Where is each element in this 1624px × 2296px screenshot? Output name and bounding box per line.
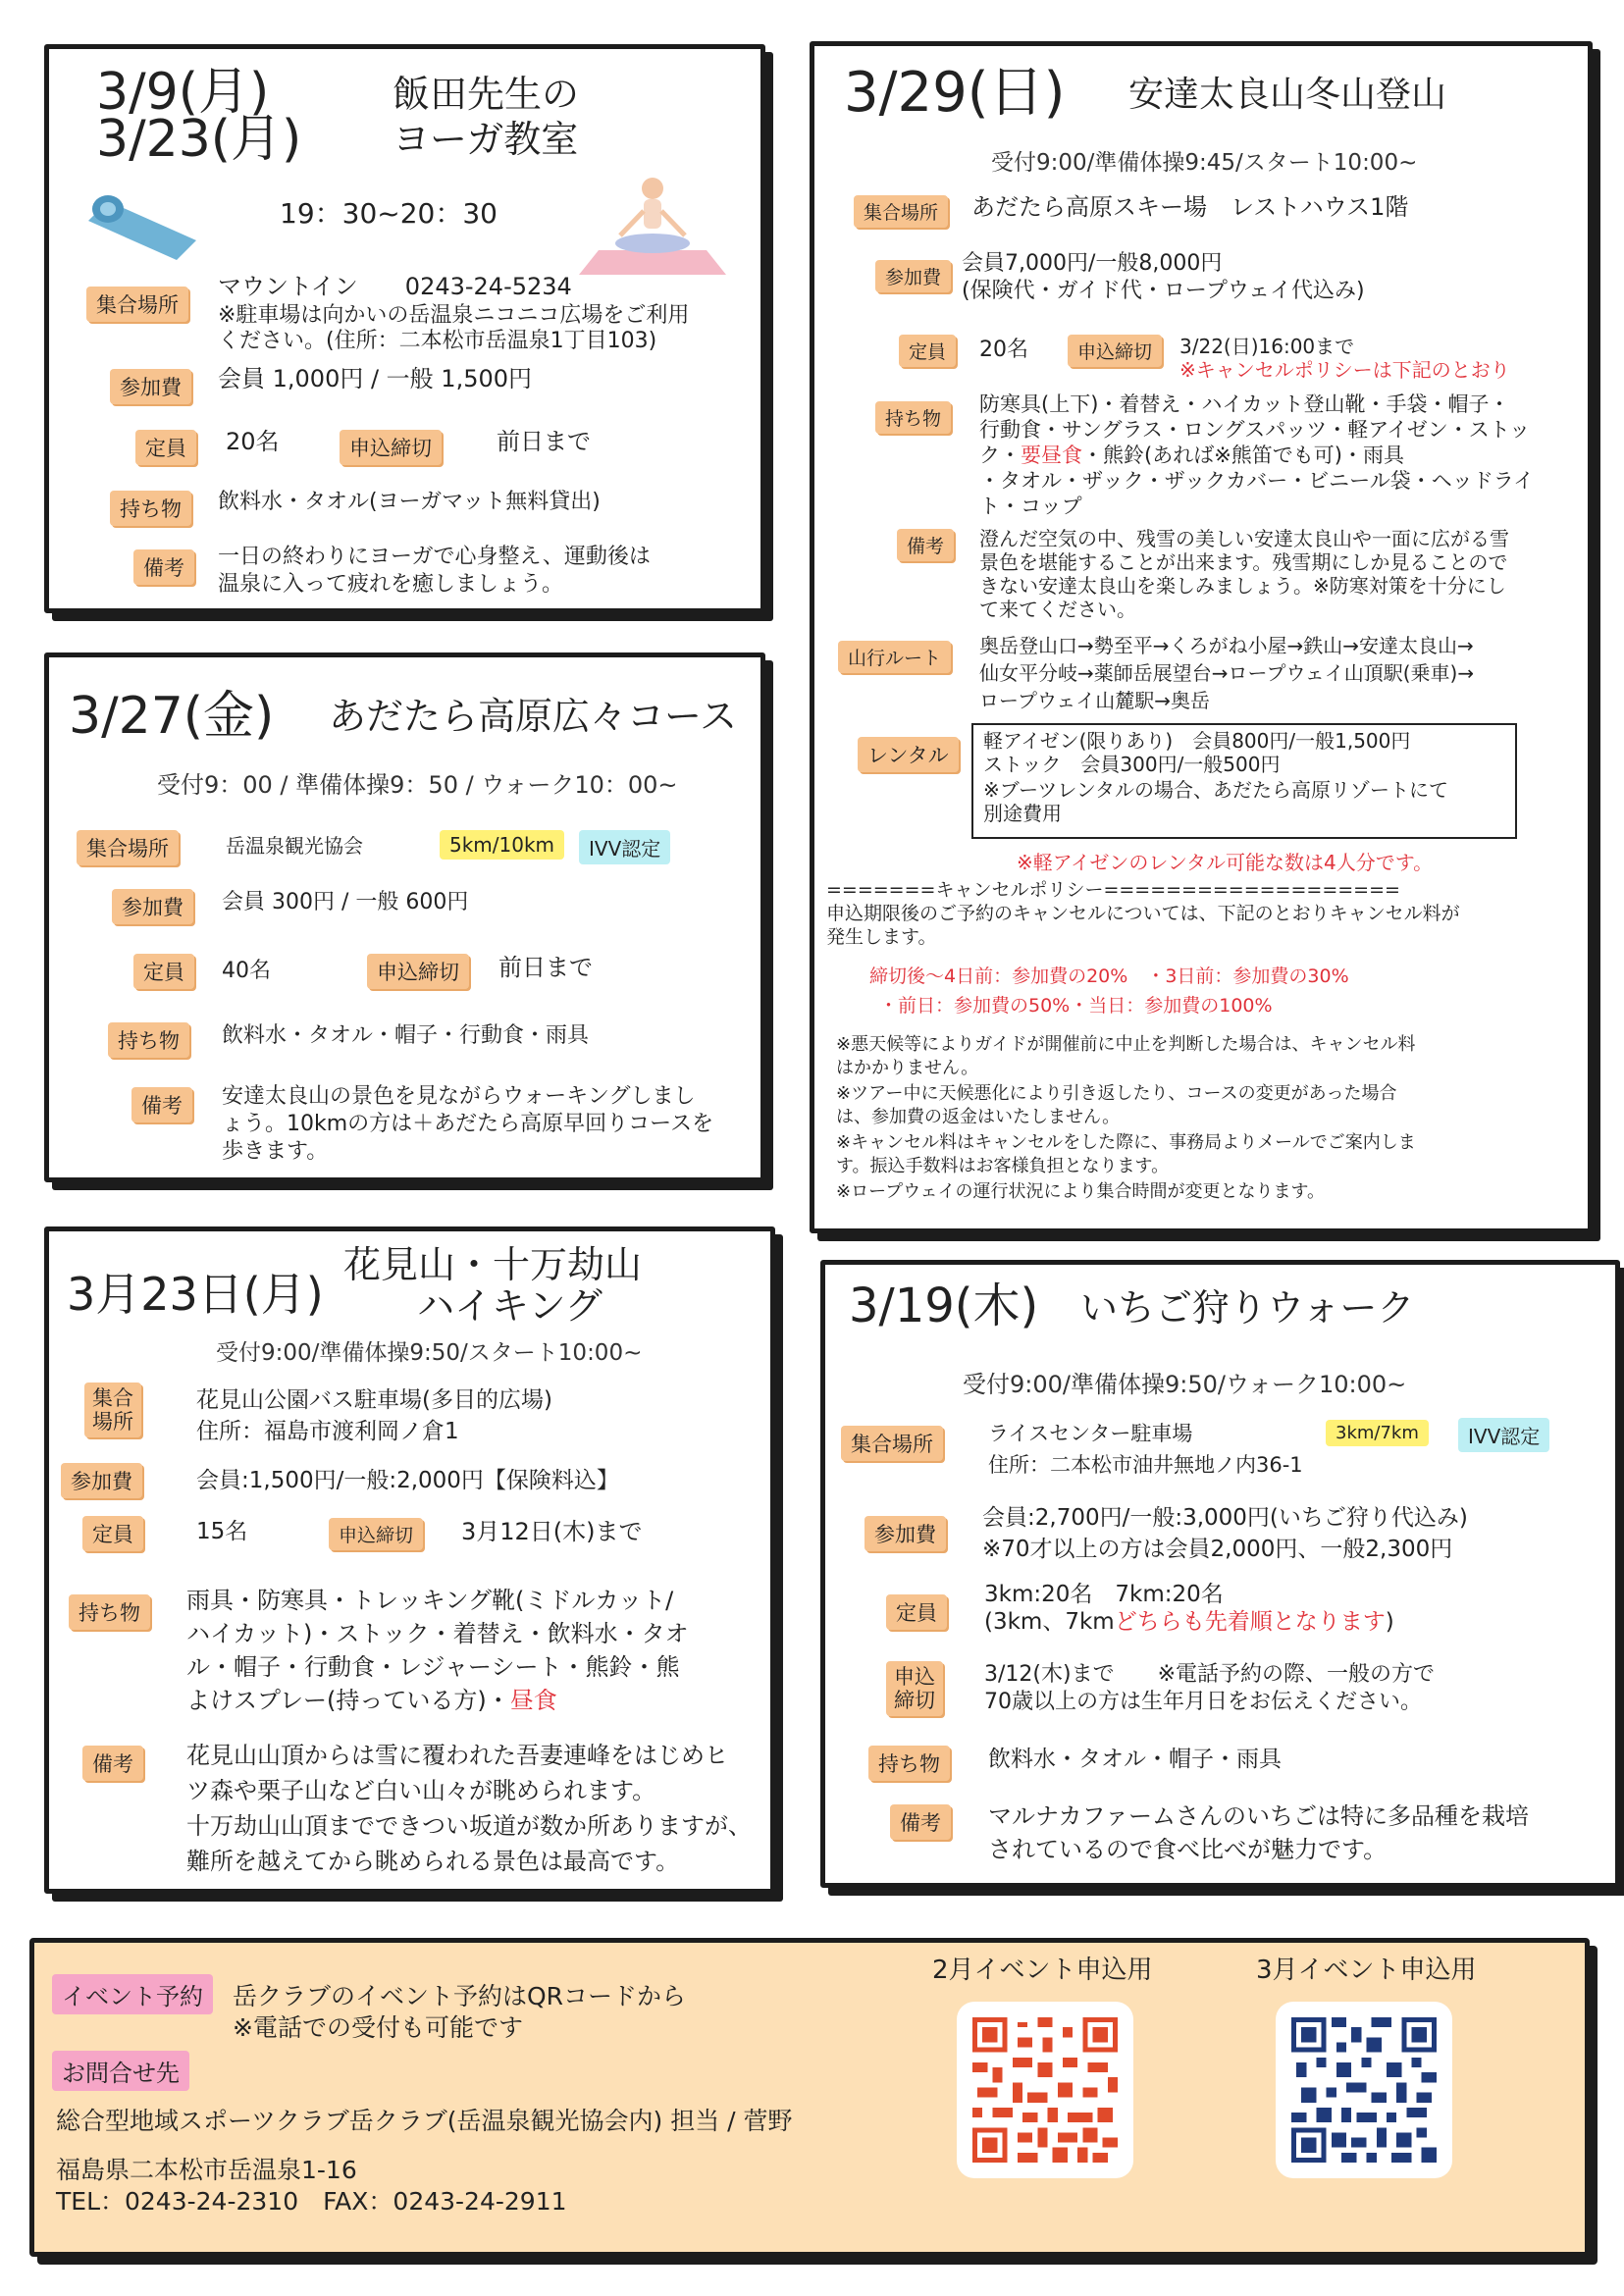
winter-rental-3: ※ブーツレンタルの場合、あだたら高原リゾートにて xyxy=(983,778,1449,802)
winter-items-label: 持ち物 xyxy=(875,401,951,434)
yoga-items-label: 持ち物 xyxy=(110,491,191,526)
qr-feb-label: 2月イベント申込用 xyxy=(932,1956,1153,1985)
hanami-items-4 xyxy=(186,1685,557,1716)
hanami-items-1: 雨具・防寒具・トレッキング靴(ミドルカット/ xyxy=(186,1587,674,1614)
winter-items-5: ト・コップ xyxy=(979,495,1082,518)
yoga-date-2: 3/23(月) xyxy=(96,110,302,169)
adatara-card xyxy=(44,652,765,1182)
adatara-items-label: 持ち物 xyxy=(108,1022,189,1058)
winter-title: 安達太良山冬山登山 xyxy=(1128,75,1447,115)
reserve-text-2: ※電話での受付も可能です xyxy=(233,2013,523,2042)
yoga-capacity: 20名 xyxy=(226,428,280,455)
contact-org: 総合型地域スポーツクラブ岳クラブ(岳温泉観光協会内) 担当 / 菅野 xyxy=(56,2107,793,2135)
hanami-items-label: 持ち物 xyxy=(69,1594,150,1630)
hanami-capacity: 15名 xyxy=(196,1519,248,1544)
strawberry-deadline-1: 3/12(木)まで ※電話予約の際、一般の方で xyxy=(984,1662,1436,1687)
strawberry-deadline-label xyxy=(886,1661,943,1716)
adatara-notes-2: ょう。10kmの方は＋あだたら高原早回りコースを xyxy=(222,1112,714,1136)
reserve-label: イベント予約 xyxy=(52,1974,213,2014)
winter-foot-5: ※キャンセル料はキャンセルをした際に、事務局よりメールでご案内しま xyxy=(836,1132,1416,1153)
hanami-title-1: 花見山・十万劫山 xyxy=(343,1243,643,1286)
winter-deadline-note: ※キャンセルポリシーは下記のとおり xyxy=(1179,358,1510,382)
yoga-capacity-label: 定員 xyxy=(135,430,196,465)
winter-cancel-red-2: ・前日：参加費の50%・当日：参加費の100% xyxy=(879,995,1273,1017)
strawberry-card xyxy=(820,1260,1620,1888)
winter-deadline: 3/22(日)16:00まで xyxy=(1179,335,1355,358)
contact-label: お問合せ先 xyxy=(52,2051,189,2091)
winter-meeting: あだたら高原スキー場 レストハウス1階 xyxy=(971,193,1409,221)
yoga-notes-2: 温泉に入って疲れを癒しましょう。 xyxy=(218,572,564,597)
hanami-fee-label: 参加費 xyxy=(61,1463,142,1498)
winter-foot-6: す。振込手数料はお客様負担となります。 xyxy=(836,1156,1170,1176)
hanami-items-2: ハイカット)・ストック・着替え・飲料水・タオ xyxy=(186,1620,689,1647)
winter-items-4: ・タオル・ザック・ザックカバー・ビニール袋・ヘッドライ xyxy=(979,469,1535,493)
reserve-text-1: 岳クラブのイベント予約はQRコードから xyxy=(233,1982,687,2010)
strawberry-ivv-badge: IVV認定 xyxy=(1458,1418,1549,1452)
winter-schedule: 受付9:00/準備体操9:45/スタート10:00~ xyxy=(991,150,1418,176)
winter-route-2: 仙女平分岐→薬師岳展望台→ロープウェイ山頂駅(乗車)→ xyxy=(979,661,1475,685)
meditation-illustration xyxy=(579,167,726,285)
strawberry-title: いちご狩りウォーク xyxy=(1080,1286,1415,1330)
winter-rental-warning: ※軽アイゼンのレンタル可能な数は4人分です。 xyxy=(1017,851,1434,874)
hanami-items-3: ル・帽子・行動食・レジャーシート・熊鈴・熊 xyxy=(186,1653,680,1681)
winter-fee-label: 参加費 xyxy=(875,260,951,292)
adatara-meeting-label: 集合場所 xyxy=(77,830,179,865)
strawberry-capacity-order: どちらも先着順となります xyxy=(1114,1609,1386,1635)
winter-deadline-label: 申込締切 xyxy=(1068,335,1162,367)
strawberry-capacity-1: 3km:20名 7km:20名 xyxy=(984,1582,1224,1607)
winter-rental-2: ストック 会員300円/一般500円 xyxy=(983,753,1281,776)
hanami-fee: 会員:1,500円/一般:2,000円【保険料込】 xyxy=(196,1468,619,1493)
qr-code-mar[interactable] xyxy=(1276,2002,1452,2178)
winter-foot-1: ※悪天候等によりガイドが開催前に中止を判断した場合は、キャンセル料 xyxy=(836,1034,1416,1055)
hanami-notes-2: ツ森や栗子山など白い山々が眺められます。 xyxy=(186,1777,656,1804)
hanami-meeting-label: 集合 場所 xyxy=(84,1383,141,1437)
hanami-deadline: 3月12日(木)まで xyxy=(461,1518,643,1545)
adatara-distance-badge: 5km/10km xyxy=(440,830,564,860)
strawberry-notes-label: 備考 xyxy=(890,1804,951,1840)
adatara-deadline: 前日まで xyxy=(498,954,593,981)
winter-route-3: ロープウェイ山麓駅→奥岳 xyxy=(979,689,1210,712)
winter-rental-label: レンタル xyxy=(858,737,959,772)
strawberry-schedule: 受付9:00/準備体操9:50/ウォーク10:00~ xyxy=(963,1371,1407,1398)
adatara-items: 飲料水・タオル・帽子・行動食・雨具 xyxy=(222,1023,590,1048)
adatara-deadline-label: 申込締切 xyxy=(367,954,469,989)
strawberry-deadline-2: 70歳以上の方は生年月日をお伝えください。 xyxy=(984,1690,1422,1714)
hanami-notes-3: 十万劫山山頂までできつい坂道が数か所ありますが、 xyxy=(186,1812,752,1840)
yoga-time: 19：30~20：30 xyxy=(280,197,498,230)
winter-rental-1: 軽アイゼン(限りあり) 会員800円/一般1,500円 xyxy=(983,729,1411,753)
hanami-date: 3月23日(月) xyxy=(67,1268,324,1321)
yoga-meeting: マウントイン 0243-24-5234 xyxy=(218,273,572,300)
strawberry-deadline-label-2: 締切 xyxy=(894,1689,935,1712)
strawberry-notes-1: マルナカファームさんのいちごは特に多品種を栽培 xyxy=(988,1802,1530,1830)
qr-mar-label: 3月イベント申込用 xyxy=(1256,1956,1477,1985)
hanami-items-4-text: よけスプレー(持っている方)・ xyxy=(186,1687,510,1714)
qr-feb-icon xyxy=(972,2017,1118,2163)
adatara-title: あだたら高原広々コース xyxy=(329,695,738,738)
winter-items-1: 防寒具(上下)・着替え・ハイカット登山靴・手袋・帽子・ xyxy=(979,392,1510,416)
hanami-capacity-label: 定員 xyxy=(82,1516,143,1551)
adatara-ivv-badge: IVV認定 xyxy=(579,830,670,864)
winter-foot-3: ※ツアー中に天候悪化により引き返したり、コースの変更があった場合 xyxy=(836,1083,1397,1104)
strawberry-notes-2: されているので食べ比べが魅力です。 xyxy=(988,1836,1388,1863)
adatara-meeting: 岳温泉観光協会 xyxy=(226,834,363,858)
hanami-address: 住所：福島市渡利岡ノ倉1 xyxy=(196,1419,459,1444)
winter-notes-2: 景色を堪能することが出来ます。残雪期にしか見ることので xyxy=(979,550,1508,574)
yoga-notes-label: 備考 xyxy=(133,549,194,585)
winter-route-label: 山行ルート xyxy=(838,641,951,673)
winter-items-3b: ・熊鈴(あれば※熊笛でも可)・雨具 xyxy=(1082,444,1404,467)
adatara-notes-label: 備考 xyxy=(131,1087,192,1122)
qr-code-feb[interactable] xyxy=(957,2002,1133,2178)
yoga-card xyxy=(44,44,765,613)
winter-items-3 xyxy=(979,443,1404,468)
qr-mar-icon xyxy=(1291,2017,1437,2163)
strawberry-fee-label: 参加費 xyxy=(864,1516,946,1551)
strawberry-fee-1: 会員:2,700円/一般:3,000円(いちご狩り代込み) xyxy=(982,1505,1468,1531)
yoga-title-1: 飯田先生の xyxy=(393,73,580,116)
winter-rental-4: 別途費用 xyxy=(983,802,1062,825)
yoga-fee-label: 参加費 xyxy=(110,369,191,404)
adatara-fee-label: 参加費 xyxy=(112,889,193,924)
yoga-mat-illustration xyxy=(88,182,216,270)
hanami-card xyxy=(44,1226,775,1894)
winter-cancel-head: =======キャンセルポリシー=================== xyxy=(826,879,1400,901)
yoga-meeting-note-1: ※駐車場は向かいの岳温泉ニコニコ広場をご利用 xyxy=(218,303,690,328)
winter-items-3a: ク・ xyxy=(979,444,1021,467)
winter-date: 3/29(日) xyxy=(844,61,1066,125)
contact-address: 福島県二本松市岳温泉1-16 xyxy=(56,2156,357,2184)
yoga-deadline: 前日まで xyxy=(497,428,591,455)
hanami-schedule: 受付9:00/準備体操9:50/スタート10:00~ xyxy=(216,1340,643,1366)
adatara-date: 3/27(金) xyxy=(69,687,275,746)
winter-items-lunch: 要昼食 xyxy=(1021,444,1082,467)
winter-notes-1: 澄んだ空気の中、残雪の美しい安達太良山や一面に広がる雪 xyxy=(979,527,1509,550)
winter-cancel-2: 発生します。 xyxy=(826,926,937,948)
winter-foot-2: はかかりません。 xyxy=(836,1058,979,1078)
yoga-meeting-note-2: ください。(住所：二本松市岳温泉1丁目103) xyxy=(218,329,657,353)
strawberry-capacity-2 xyxy=(984,1608,1394,1636)
hanami-notes-1: 花見山山頂からは雪に覆われた吾妻連峰をはじめヒ xyxy=(186,1742,728,1769)
hanami-title-2: ハイキング xyxy=(417,1284,602,1328)
winter-items-2: 行動食・サングラス・ロングスパッツ・軽アイゼン・ストッ xyxy=(979,418,1531,442)
strawberry-deadline-label-1: 申込 xyxy=(894,1665,935,1689)
strawberry-meeting: ライスセンター駐車場 xyxy=(988,1422,1193,1445)
winter-notes-4: て来てください。 xyxy=(979,598,1136,621)
yoga-deadline-label: 申込締切 xyxy=(340,430,442,465)
winter-foot-7: ※ロープウェイの運行状況により集合時間が変更となります。 xyxy=(836,1181,1326,1202)
winter-notes-label: 備考 xyxy=(897,529,954,561)
strawberry-items: 飲料水・タオル・帽子・雨具 xyxy=(988,1747,1282,1772)
hanami-notes-label: 備考 xyxy=(82,1746,143,1781)
winter-fee-1: 会員7,000円/一般8,000円 xyxy=(962,251,1223,276)
strawberry-distance-badge: 3km/7km xyxy=(1326,1420,1429,1446)
yoga-items: 飲料水・タオル(ヨーガマット無料貸出) xyxy=(218,490,601,514)
winter-notes-3: きない安達太良山を楽しみましょう。※防寒対策を十分にし xyxy=(979,574,1506,598)
strawberry-capacity-label: 定員 xyxy=(886,1594,947,1630)
strawberry-capacity-2b: ) xyxy=(1385,1609,1394,1635)
adatara-fee: 会員 300円 / 一般 600円 xyxy=(222,890,469,914)
winter-cancel-red-1: 締切後〜4日前：参加費の20% ・3日前：参加費の30% xyxy=(869,965,1349,987)
yoga-date-1: 3/9(月) xyxy=(96,63,270,122)
winter-meeting-label: 集合場所 xyxy=(854,195,948,228)
strawberry-capacity-2a: (3km、7km xyxy=(984,1609,1115,1635)
winter-cancel-1: 申込期限後のご予約のキャンセルについては、下記のとおりキャンセル料が xyxy=(826,903,1460,924)
adatara-schedule: 受付9：00 / 準備体操9：50 / ウォーク10：00~ xyxy=(157,771,678,799)
yoga-meeting-label: 集合場所 xyxy=(86,287,188,322)
hanami-deadline-label: 申込締切 xyxy=(329,1518,423,1550)
hanami-meeting: 花見山公園バス駐車場(多目的広場) xyxy=(196,1387,552,1413)
adatara-notes-3: 歩きます。 xyxy=(222,1139,329,1164)
yoga-title-2: ヨーガ教室 xyxy=(393,118,579,161)
strawberry-date: 3/19(木) xyxy=(849,1278,1039,1333)
yoga-fee: 会員 1,000円 / 一般 1,500円 xyxy=(218,365,533,392)
hanami-notes-4: 難所を越えてから眺められる景色は最高です。 xyxy=(186,1848,680,1875)
winter-card xyxy=(810,41,1593,1233)
strawberry-items-label: 持ち物 xyxy=(868,1746,950,1781)
winter-capacity: 20名 xyxy=(979,338,1028,362)
strawberry-address: 住所：二本松市油井無地ノ内36-1 xyxy=(988,1453,1303,1477)
contact-tel: TEL：0243-24-2310 FAX：0243-24-2911 xyxy=(56,2187,567,2216)
adatara-notes-1: 安達太良山の景色を見ながらウォーキングしまし xyxy=(222,1084,696,1109)
yoga-notes-1: 一日の終わりにヨーガで心身整え、運動後は xyxy=(218,545,651,569)
adatara-capacity-label: 定員 xyxy=(133,954,194,989)
winter-fee-2: (保険代・ガイド代・ロープウェイ代込み) xyxy=(962,279,1365,303)
winter-foot-4: は、参加費の返金はいたしません。 xyxy=(836,1107,1121,1127)
adatara-capacity: 40名 xyxy=(222,959,271,983)
footer-panel xyxy=(29,1938,1590,2257)
strawberry-fee-2: ※70才以上の方は会員2,000円、一般2,300円 xyxy=(982,1537,1453,1562)
hanami-items-lunch: 昼食 xyxy=(509,1687,557,1714)
winter-route-1: 奥岳登山口→勢至平→くろがね小屋→鉄山→安達太良山→ xyxy=(979,634,1474,657)
strawberry-meeting-label: 集合場所 xyxy=(841,1426,943,1461)
winter-capacity-label: 定員 xyxy=(899,335,956,367)
